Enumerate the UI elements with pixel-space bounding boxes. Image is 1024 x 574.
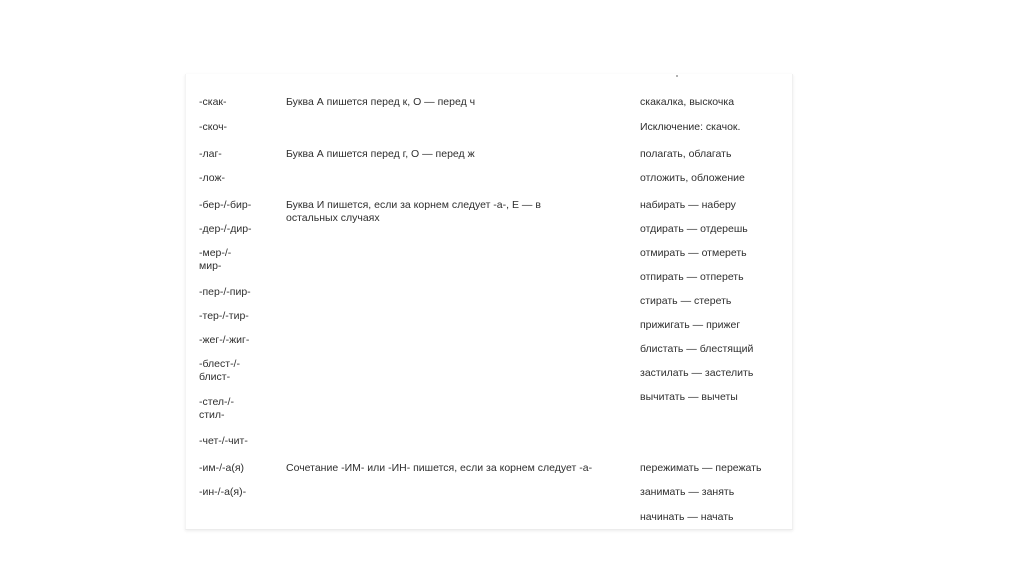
root-cell: -жег-/-жиг- <box>199 334 250 346</box>
example-cell: отдирать — отдерешь <box>640 223 748 235</box>
example-cell: прижигать — прижег <box>640 319 741 331</box>
example-cell: пережимать — пережать <box>640 462 762 474</box>
root-cell: -стел-/-стил- <box>199 396 234 421</box>
example-cell: отложить, обложение <box>640 172 745 184</box>
rule-cell: Буква А пишется перед г, О — перед ж <box>286 148 475 160</box>
example-cell: вычитать — вычеты <box>640 391 738 403</box>
root-cell: -лож- <box>199 172 225 184</box>
root-cell: -ин-/-а(я)- <box>199 486 247 498</box>
example-cell: застилать — застелить <box>640 367 754 379</box>
example-cell: скакалка, выскочка <box>640 96 735 108</box>
root-cell: -тер-/-тир- <box>199 310 249 322</box>
rule-cell: Буква А пишется перед к, О — перед ч <box>286 96 476 108</box>
example-cell: начинать — начать <box>640 511 734 523</box>
decorative-dot <box>676 75 678 77</box>
root-cell: -чет-/-чит- <box>199 435 248 447</box>
example-cell: отпирать — отпереть <box>640 271 744 283</box>
example-cell: Исключение: скачок. <box>640 121 741 133</box>
example-cell: стирать — стереть <box>640 295 732 307</box>
root-cell: -блест-/-блист- <box>199 358 240 383</box>
example-cell: полагать, облагать <box>640 148 732 160</box>
root-cell: -мер-/-мир- <box>199 247 232 272</box>
root-cell: -скоч- <box>199 121 228 133</box>
root-cell: -дер-/-дир- <box>199 223 252 235</box>
rule-cell: Сочетание -ИМ- или -ИН- пишется, если за корнем следует -а- <box>286 462 593 474</box>
root-cell: -им-/-а(я) <box>199 462 245 474</box>
root-cell: -скак- <box>199 96 227 108</box>
example-cell: занимать — занять <box>640 486 735 498</box>
example-cell: блистать — блестящий <box>640 343 754 355</box>
root-cell: -лаг- <box>199 148 222 160</box>
example-cell: набирать — наберу <box>640 199 736 211</box>
example-cell: отмирать — отмереть <box>640 247 747 259</box>
rule-cell: Буква И пишется, если за корнем следует -а-, Е — в остальных случаях <box>286 199 541 224</box>
root-cell: -пер-/-пир- <box>199 286 251 298</box>
root-cell: -бер-/-бир- <box>199 199 252 211</box>
